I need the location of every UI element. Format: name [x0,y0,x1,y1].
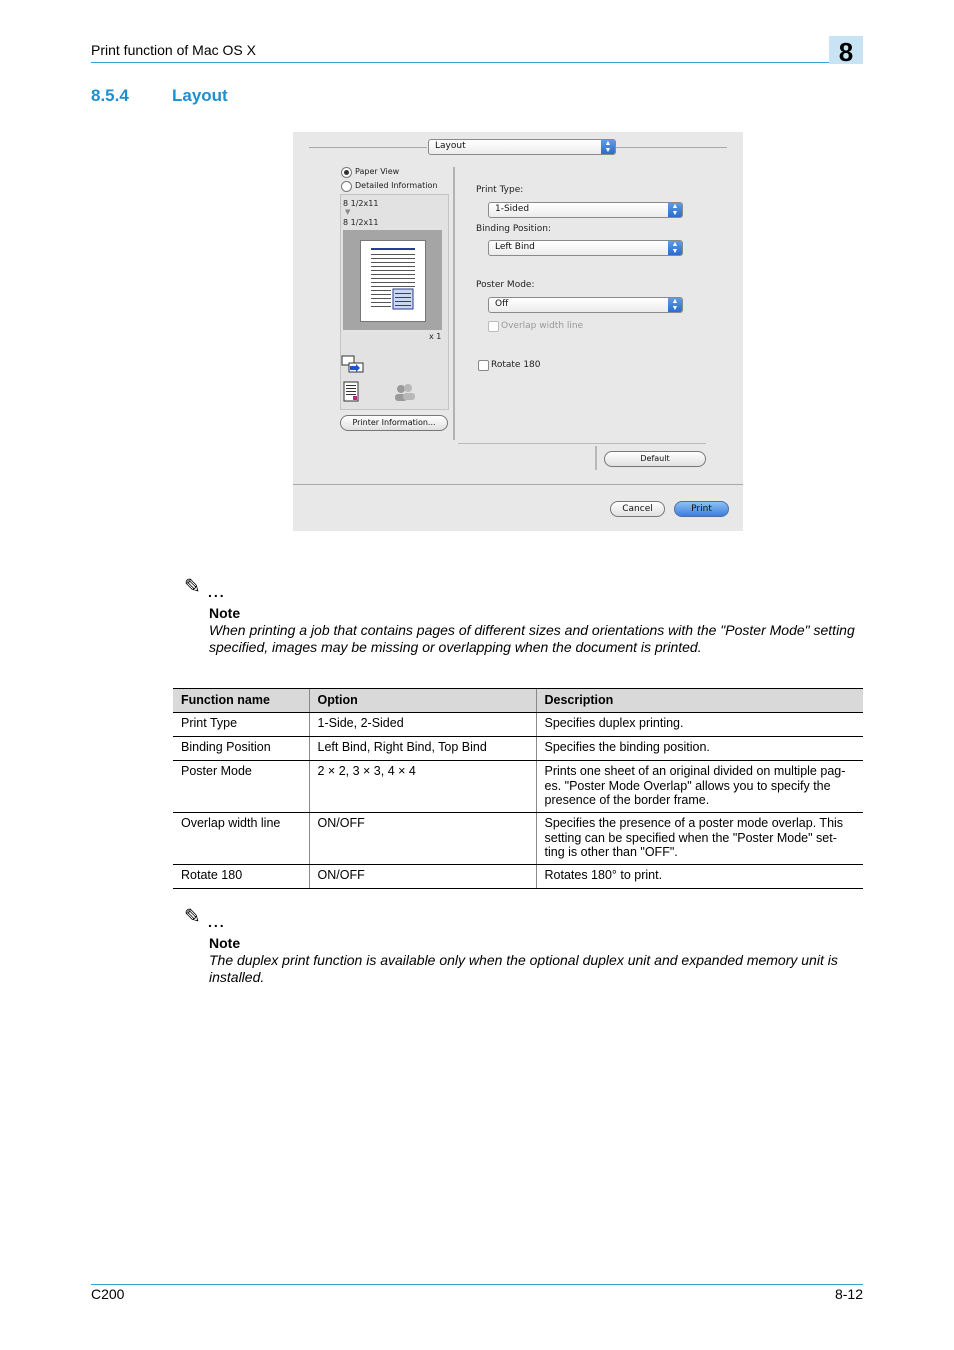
pencil-icon: ✎ [184,906,201,928]
copies-count: x 1 [429,332,442,341]
option-cell: ON/OFF [309,813,536,865]
page-preview-area [343,230,442,330]
ellipsis-icon: ... [208,914,226,930]
option-cell: 1-Side, 2-Sided [309,713,536,737]
binding-position-popup[interactable] [488,240,683,256]
print-type-popup[interactable] [488,202,683,218]
overlap-width-checkbox[interactable] [488,321,499,332]
table-row [173,761,863,813]
note-heading: Note [209,605,241,621]
panel-popup[interactable] [428,139,616,155]
print-dialog-screenshot [293,132,743,531]
separator [309,147,427,148]
arrow-down-icon: ▼ [345,208,351,216]
note-text: When printing a job that contains pages of different sizes and orientations with the "Poster Mode" setting specified, images may be missing or overlapping when the document is printed. [209,622,855,655]
column-header: Function name [173,689,309,713]
footer-page-number: 8-12 [834,1286,863,1302]
description-cell: Specifies the binding position. [536,737,863,761]
table-header-row [173,689,863,713]
rotate-180-checkbox[interactable] [478,360,489,371]
footer-rule [91,1284,863,1285]
column-divider [453,167,455,440]
binding-position-label: Binding Position: [476,224,551,234]
pencil-icon: ✎ [184,576,201,598]
option-cell: Left Bind, Right Bind, Top Bind [309,737,536,761]
printer-information-button[interactable]: Printer Information... [340,415,448,431]
user-accounts-icon [393,382,417,407]
poster-mode-label: Poster Mode: [476,280,535,290]
overlap-width-label: Overlap width line [501,321,584,331]
table-row [173,865,863,889]
table-row [173,713,863,737]
column-header: Option [309,689,536,713]
popup-arrows-icon: ▲ ▼ [668,298,682,312]
footer-model: C200 [91,1286,125,1302]
separator [458,443,706,444]
ellipsis-icon: ... [208,584,226,600]
document-list-icon [343,381,363,408]
popup-arrows-icon: ▲ ▼ [601,140,615,154]
panel-popup-value: Layout [435,141,466,151]
section-number: 8.5.4 [91,86,129,105]
print-type-label: Print Type: [476,185,524,195]
function-name-cell: Print Type [173,713,309,737]
section-title: Layout [172,86,228,105]
detailed-info-label: Detailed Information [355,181,438,190]
printer-to-file-icon [341,354,367,381]
page-thumbnail [360,240,426,322]
default-button[interactable]: Default [604,451,706,467]
popup-arrows-icon: ▲ ▼ [668,203,682,217]
poster-mode-value: Off [495,299,509,309]
print-button[interactable]: Print [674,501,729,517]
function-name-cell: Binding Position [173,737,309,761]
note-heading: Note [209,935,241,951]
print-type-value: 1-Sided [495,204,530,214]
rotate-180-label: Rotate 180 [491,360,541,370]
description-cell: Prints one sheet of an original divided on multiple pag- es. "Poster Mode Overlap" allows you to specify the presence of the border frame. [536,761,863,813]
paper-size-original: 8 1/2x11 [343,199,379,208]
chapter-number: 8 [838,37,854,67]
page-lines-icon [361,241,425,321]
description-cell: Rotates 180° to print. [536,865,863,889]
popup-arrows-icon: ▲ ▼ [668,241,682,255]
function-table [173,688,863,889]
separator [595,446,597,470]
binding-position-value: Left Bind [495,242,535,252]
table-row [173,813,863,865]
function-name-cell: Overlap width line [173,813,309,865]
detailed-info-radio[interactable] [341,181,352,192]
running-header-title: Print function of Mac OS X [91,42,256,58]
paper-view-label: Paper View [355,167,400,176]
separator [615,147,727,148]
poster-mode-popup[interactable] [488,297,683,313]
paper-size-output: 8 1/2x11 [343,218,379,227]
function-name-cell: Rotate 180 [173,865,309,889]
option-cell: ON/OFF [309,865,536,889]
paper-view-radio[interactable] [341,167,352,178]
column-header: Description [536,689,863,713]
description-cell: Specifies duplex printing. [536,713,863,737]
separator [293,484,743,485]
header-rule [91,62,863,63]
function-name-cell: Poster Mode [173,761,309,813]
cancel-button[interactable]: Cancel [610,501,665,517]
note-text: The duplex print function is available only when the optional duplex unit and expanded memory unit is installed. [209,952,838,985]
option-cell: 2 × 2, 3 × 3, 4 × 4 [309,761,536,813]
description-cell: Specifies the presence of a poster mode overlap. This setting can be specified when the "Poster Mode" set- ting is other than "OFF". [536,813,863,865]
table-row [173,737,863,761]
